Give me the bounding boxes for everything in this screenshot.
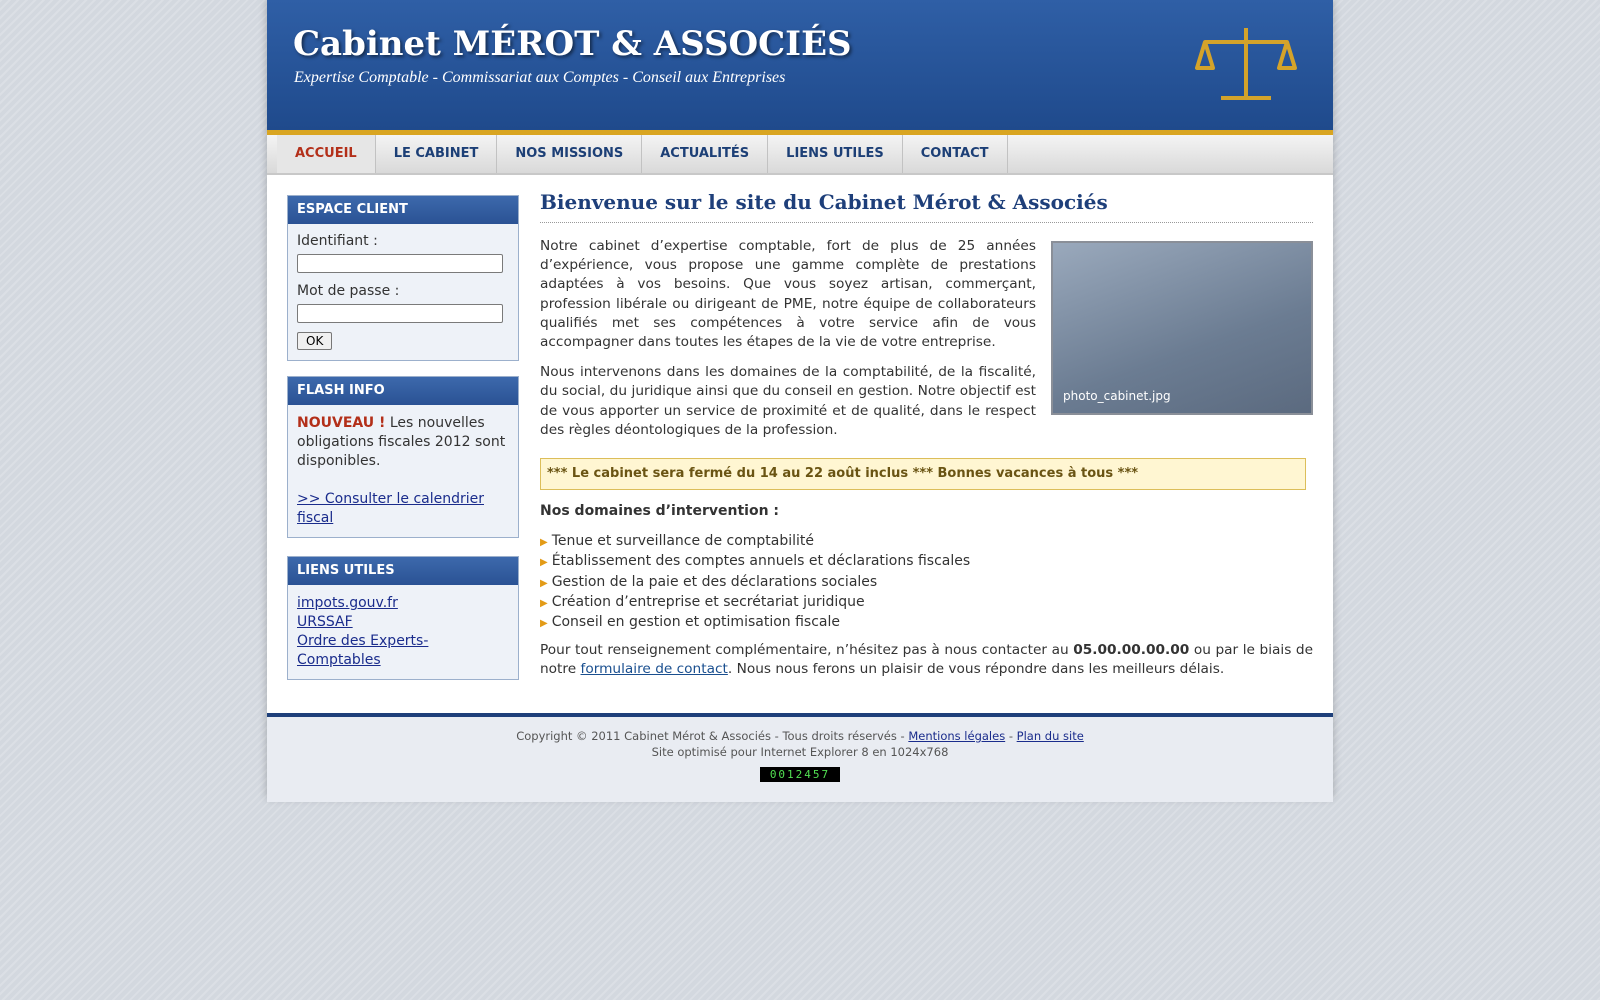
password-input[interactable] [297, 304, 503, 323]
login-submit-button[interactable]: OK [297, 332, 332, 350]
intro-paragraph: Notre cabinet d’expertise comptable, fort de plus de 25 années d’expérience, vous propose une gamme complète de prestations adaptées à vos besoins. Que vous soyez artisan, commerçant, profession libérale ou dirigeant de PME, notre équipe de collaborateurs qualifiés met ses compétences à votre service afin de vous accompagner dans toutes les étapes de la vie de votre entreprise. [540, 238, 1036, 351]
nav-item-le-cabinet[interactable]: LE CABINET [376, 135, 498, 173]
bullet-icon: ▶ [540, 618, 548, 630]
nav-item-actualites[interactable]: ACTUALITÉS [642, 135, 768, 173]
liens-utiles-title: LIENS UTILES [288, 557, 518, 585]
bullet-icon: ▶ [540, 537, 548, 548]
domains-title: Nos domaines d’intervention : [540, 503, 780, 519]
bullet-icon: ▶ [540, 597, 548, 609]
ordre-experts-link[interactable]: Ordre des Experts-Comptables [297, 633, 429, 668]
scales-icon [1195, 24, 1297, 102]
site-header [267, 0, 1333, 135]
new-tag: NOUVEAU ! [297, 415, 386, 431]
contact-paragraph: Pour tout renseignement complémentaire, n’hésitez pas à nous contacter au 05.00.00.00.00 ou par le biais de notre formulaire de contact. Nous nous ferons un plaisir de vous répondre dans les meilleurs délais. [540, 642, 1314, 678]
impots-link[interactable]: impots.gouv.fr [297, 595, 398, 611]
domains-list [540, 532, 970, 633]
mentions-legales-link[interactable]: Mentions légales [908, 729, 1006, 743]
page-container [267, 0, 1333, 798]
domains-paragraph: Nous intervenons dans les domaines de la comptabilité, de la fiscalité, du social, du juridique ainsi que du conseil en gestion. Notre objectif est de vous apporter un service de proximité et de qualité, dans le respect des règles déontologiques de la profession. [540, 364, 1036, 438]
bullet-icon: ▶ [540, 557, 548, 569]
list-item: ▶ Conseil en gestion et optimisation fiscale [540, 614, 840, 631]
bullet-icon: ▶ [540, 577, 548, 589]
site-footer [267, 713, 1333, 802]
liens-utiles-box [287, 556, 519, 680]
nav-item-liens-utiles[interactable]: LIENS UTILES [768, 135, 903, 173]
espace-client-box [287, 195, 519, 361]
main-nav [267, 135, 1333, 175]
flash-info-message: Les nouvelles obligations fiscales 2012 sont disponibles. [297, 415, 506, 469]
footer-copyright: Copyright © 2011 Cabinet Mérot & Associés - Tous droits réservés - Mentions légales - Plan du site [516, 729, 1084, 743]
flash-info-title: FLASH INFO [288, 377, 518, 405]
login-label: Identifiant : [297, 233, 378, 249]
nav-item-accueil[interactable]: ACCUEIL [277, 135, 376, 173]
password-label: Mot de passe : [297, 283, 400, 299]
nav-item-nos-missions[interactable]: NOS MISSIONS [497, 135, 642, 173]
photo-caption: photo_cabinet.jpg [1063, 389, 1171, 403]
list-item: ▶ Création d’entreprise et secrétariat juridique [540, 593, 865, 610]
list-item: ▶ Tenue et surveillance de comptabilité [540, 533, 815, 549]
flash-info-box [287, 376, 519, 538]
plan-du-site-link[interactable]: Plan du site [1016, 729, 1084, 743]
main-content [540, 190, 1314, 678]
list-item: ▶ Gestion de la paie et des déclarations sociales [540, 573, 878, 590]
fiscal-calendar-link[interactable]: >> Consulter le calendrier fiscal [297, 491, 484, 526]
site-subtitle: Expertise Comptable - Commissariat aux Comptes - Conseil aux Entreprises [294, 69, 786, 86]
visit-counter: 0012457 [760, 767, 840, 782]
espace-client-title: ESPACE CLIENT [288, 196, 518, 224]
urssaf-link[interactable]: URSSAF [297, 614, 353, 630]
site-title: Cabinet MÉROT & ASSOCIÉS [293, 24, 852, 64]
login-input[interactable] [297, 254, 503, 273]
cabinet-photo [1051, 241, 1313, 415]
page-title: Bienvenue sur le site du Cabinet Mérot & Associés [540, 190, 1313, 223]
list-item: ▶ Établissement des comptes annuels et déclarations fiscales [540, 553, 971, 570]
phone-number: 05.00.00.00.00 [1073, 642, 1190, 658]
flash-info-text [297, 414, 509, 471]
footer-optimized-note: Site optimisé pour Internet Explorer 8 en 1024x768 [651, 745, 949, 759]
contact-form-link[interactable]: formulaire de contact [580, 661, 728, 678]
closure-notice: *** Le cabinet sera fermé du 14 au 22 août inclus *** Bonnes vacances à tous *** [540, 458, 1306, 490]
nav-item-contact[interactable]: CONTACT [903, 135, 1008, 173]
